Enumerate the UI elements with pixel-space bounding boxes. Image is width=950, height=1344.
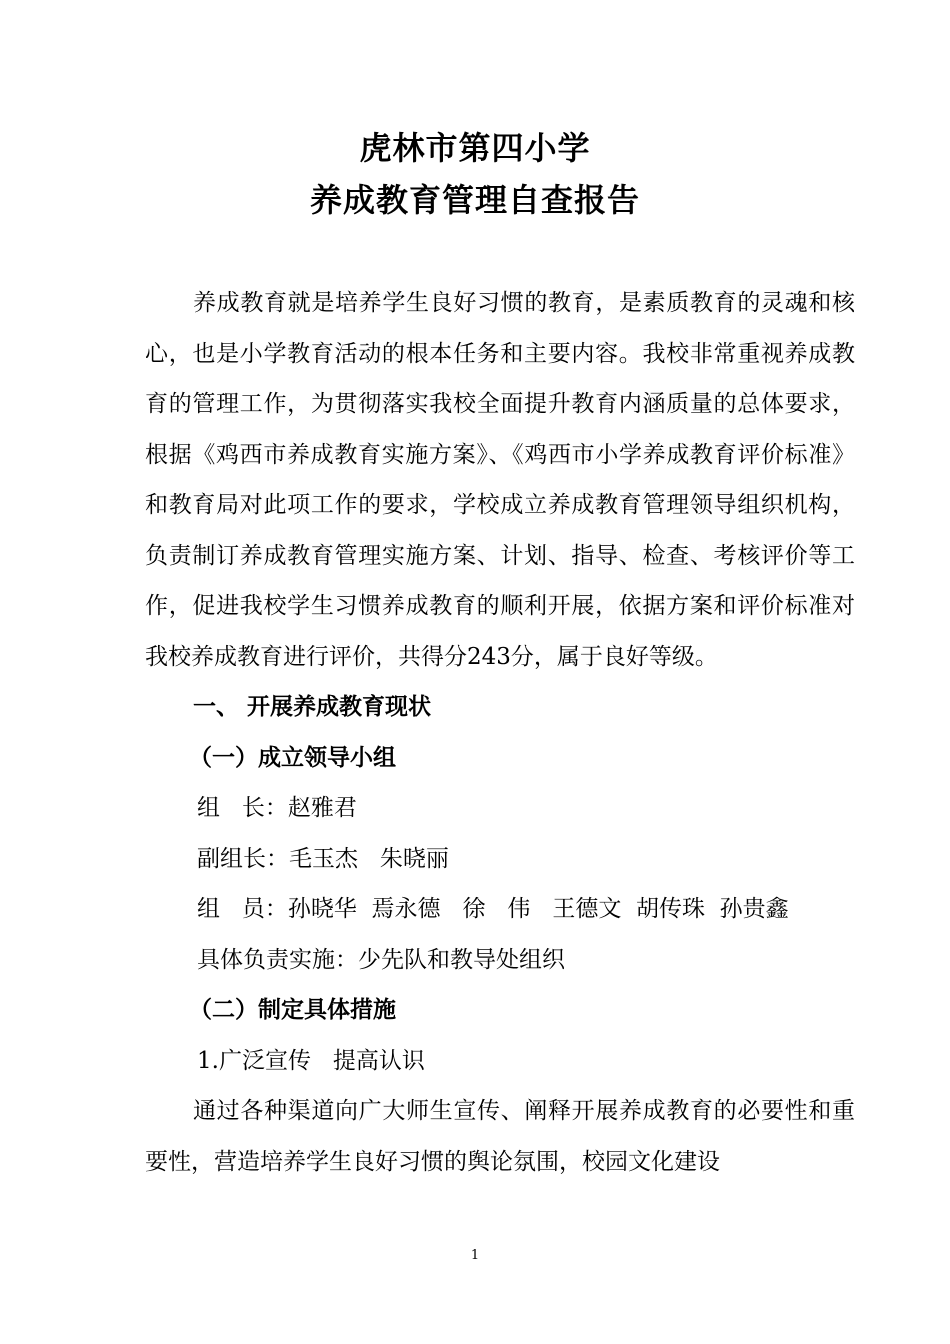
document-title-report: 养成教育管理自查报告 (309, 181, 640, 219)
intro-paragraph: 养成教育就是培养学生良好习惯的教育，是素质教育的灵魂和核心，也是小学教育活动的根本任务和主要内容。我校非常重视养成教育的管理工作，为贯彻落实我校全面提升教育内涵质量的总体要求，根据《鸡西市养成教育实施方案》、《鸡西市小学养成教育评价标准》和教育局对此项工作的要求，学校成立养成教育管理领导组织机构，负责制订养成教育管理实施方案、计划、指导、检查、考核评价等工作，促进我校学生习惯养成教育的顺利开展，依据方案和评价标准对我校养成教育进行评价，共得分243分，属于良好等级。 (145, 290, 855, 670)
group-members-line: 组 员：孙晓华 焉永德 徐 伟 王德文 胡传珠 孙贵鑫 (197, 896, 789, 922)
subsection-heading-measures: （二）制定具体措施 (189, 997, 396, 1023)
page-number: 1 (470, 1248, 480, 1263)
section-heading-current-status: 一、 开展养成教育现状 (193, 694, 432, 720)
implementation-line: 具体负责实施：少先队和教导处组织 (197, 946, 565, 973)
deputy-leader-line: 副组长：毛玉杰 朱晓丽 (197, 845, 449, 872)
item-heading-publicity: 1.广泛宣传 提高认识 (197, 1047, 425, 1074)
group-leader-line: 组 长：赵雅君 (197, 795, 357, 821)
subsection-heading-leadership-group: （一）成立领导小组 (189, 744, 396, 771)
document-body (145, 278, 855, 1187)
publicity-paragraph: 通过各种渠道向广大师生宣传、阐释开展养成教育的必要性和重要性，营造培养学生良好习惯的舆论氛围，校园文化建设 (145, 1098, 855, 1175)
document-title-school: 虎林市第四小学 (359, 129, 591, 167)
